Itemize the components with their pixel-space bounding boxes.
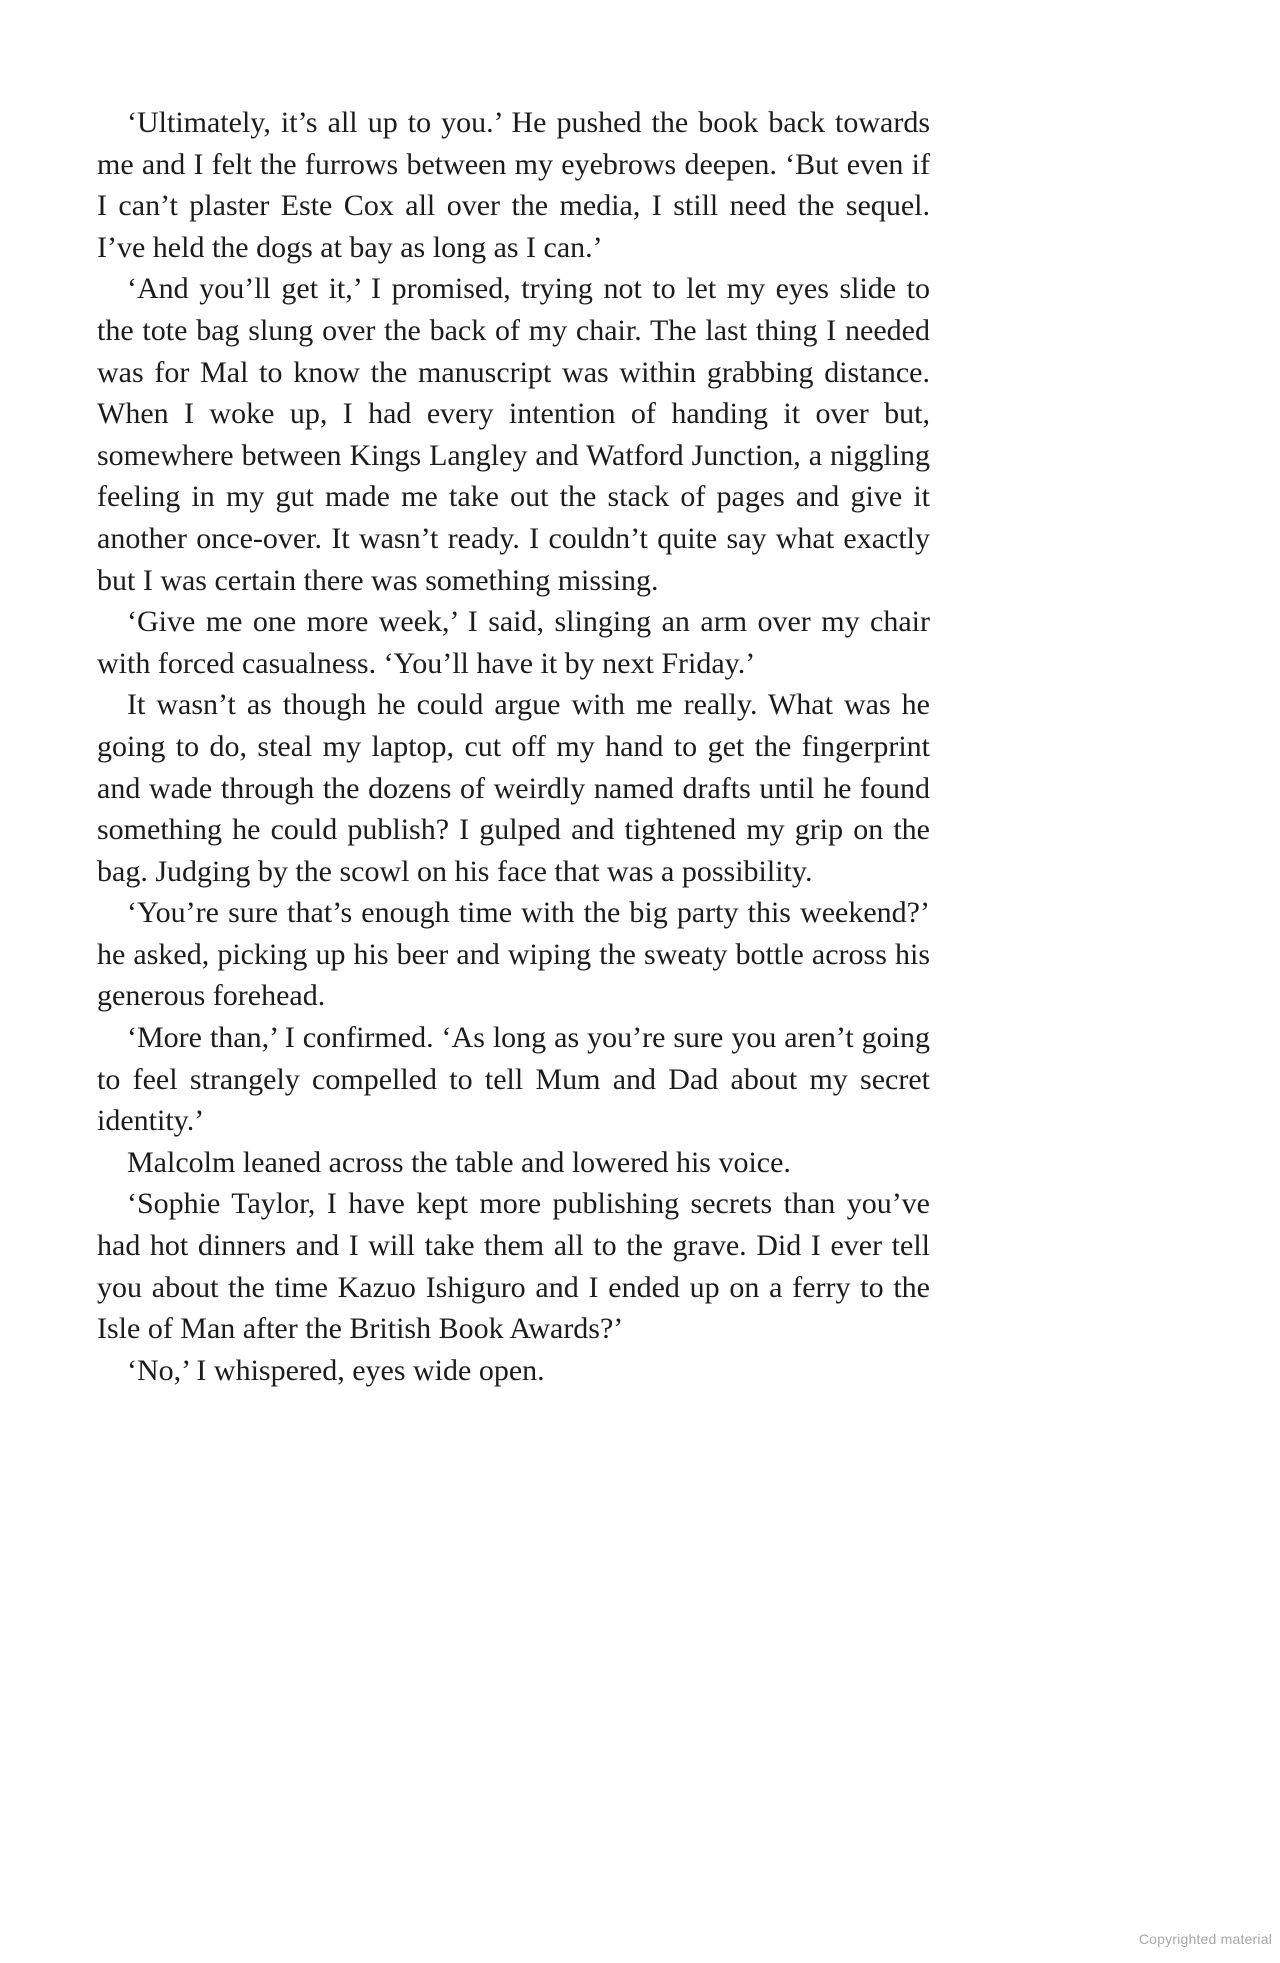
copyright-notice: Copyrighted material [1138,1931,1272,1947]
paragraph-6: ‘More than,’ I confirmed. ‘As long as you’re sure you aren’t going to feel strangely compelled to tell Mum and Dad about my secret identity.’ [97,1021,930,1138]
paragraph-9: ‘No,’ I whispered, eyes wide open. [127,1353,545,1387]
paragraph-3: ‘Give me one more week,’ I said, slinging an arm over my chair with forced casualness. ‘You’ll have it by next Friday.’ [97,605,930,680]
paragraph-5: ‘You’re sure that’s enough time with the big party this weekend?’ he asked, picking up his beer and wiping the sweaty bottle across his generous forehead. [97,896,930,1013]
paragraph-8: ‘Sophie Taylor, I have kept more publishing secrets than you’ve had hot dinners and I will take them all to the grave. Did I ever tell you about the time Kazuo Ishiguro and I ended up on a ferry to the Isle of Man after the British Book Awards?’ [97,1187,930,1346]
paragraph-7: Malcolm leaned across the table and lowered his voice. [127,1145,791,1179]
paragraph-2: ‘And you’ll get it,’ I promised, trying not to let my eyes slide to the tote bag slung over the back of my chair. The last thing I needed was for Mal to know the manuscript was within grabbing distance. When I woke up, I had every intention of handing it over but, somewhere between Kings Langley and Watford Junction, a niggling feeling in my gut made me take out the stack of pages and give it another once-over. It wasn’t ready. I couldn’t quite say what exactly but I was certain there was something missing. [97,272,930,597]
paragraph-1: ‘Ultimately, it’s all up to you.’ He pushed the book back towards me and I felt the furrows between my eyebrows deepen. ‘But even if I can’t plaster Este Cox all over the media, I still need the sequel. I’ve held the dogs at bay as long as I can.’ [97,106,930,264]
paragraph-4: It wasn’t as though he could argue with me really. What was he going to do, steal my laptop, cut off my hand to get the fingerprint and wade through the dozens of weirdly named drafts until he found something he could publish? I gulped and tightened my grip on the bag. Judging by the scowl on his face that was a possibility. [97,688,930,888]
page-text-block [97,102,930,1391]
